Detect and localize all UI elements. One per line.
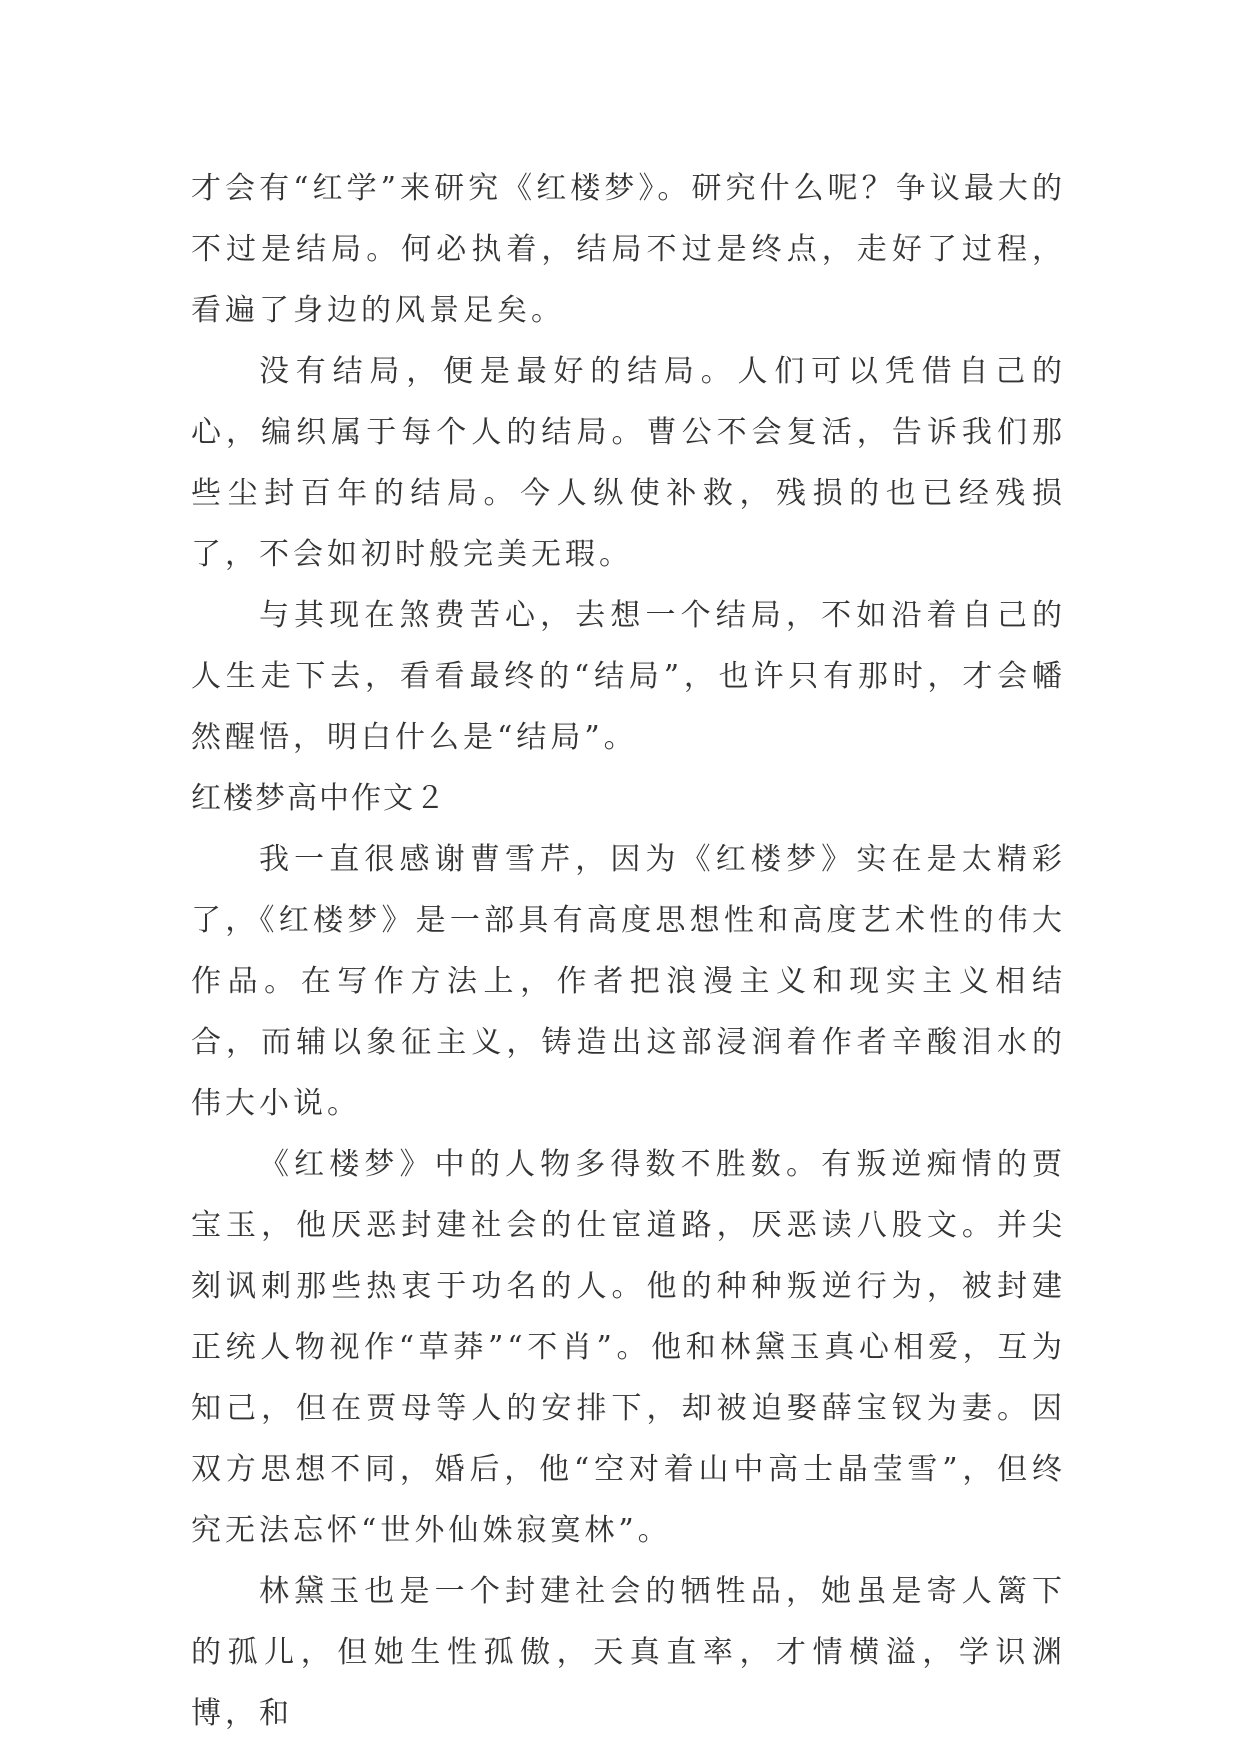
paragraph: 没有结局，便是最好的结局。人们可以凭借自己的心，编织属于每个人的结局。曹公不会复活，告诉我们那些尘封百年的结局。今人纵使补救，残损的也已经残损了，不会如初时般完美无瑕。 bbox=[191, 354, 1066, 572]
paragraph: 与其现在煞费苦心，去想一个结局，不如沿着自己的人生走下去，看看最终的“结局”，也许只有那时，才会幡然醒悟，明白什么是“结局”。 bbox=[191, 598, 1066, 755]
document-body bbox=[191, 158, 1066, 1744]
paragraph: 《红楼梦》中的人物多得数不胜数。有叛逆痴情的贾宝玉，他厌恶封建社会的仕宦道路，厌恶读八股文。并尖刻讽刺那些热衷于功名的人。他的种种叛逆行为，被封建正统人物视作“草莽”“不肖”。他和林黛玉真心相爱，互为知己，但在贾母等人的安排下，却被迫娶薛宝钗为妻。因双方思想不同，婚后，他“空对着山中高士晶莹雪”，但终究无法忘怀“世外仙姝寂寞林”。 bbox=[191, 1147, 1066, 1548]
paragraph: 林黛玉也是一个封建社会的牺牲品，她虽是寄人篱下的孤儿，但她生性孤傲，天真直率，才情横溢，学识渊博，和 bbox=[191, 1574, 1066, 1731]
section-heading: 红楼梦高中作文２ bbox=[191, 781, 447, 816]
paragraph-continuation: 才会有“红学”来研究《红楼梦》。研究什么呢？争议最大的不过是结局。何必执着，结局不过是终点，走好了过程，看遍了身边的风景足矣。 bbox=[191, 171, 1066, 328]
paragraph: 我一直很感谢曹雪芹，因为《红楼梦》实在是太精彩了，《红楼梦》是一部具有高度思想性和高度艺术性的伟大作品。在写作方法上，作者把浪漫主义和现实主义相结合，而辅以象征主义，铸造出这部浸润着作者辛酸泪水的伟大小说。 bbox=[191, 842, 1066, 1121]
